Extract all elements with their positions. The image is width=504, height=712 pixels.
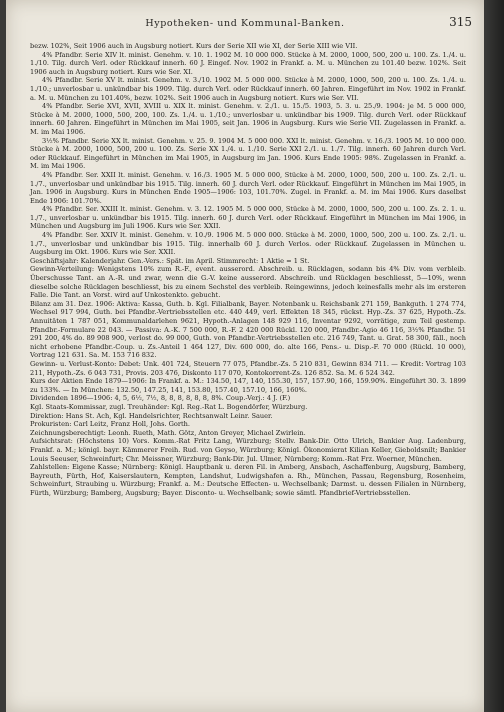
text-paragraph: 4% Pfandbr. Ser. XXII lt. minist. Genehm. v. 16./3. 1905 M. 5 000 000, Stücke à M. 2000, 1000, 500, 200 u. 100. Zs. 2./1. u. 1./7., unverlosbar und unkündbar bis 1915. Tilg. innerh. 60 J. durch Verl. oder Rückkauf. Eingeführt in München im Mai 1905, in Jan. 1906 in Augsburg. Kurs in München Ende 1905—1906: 103, 101.70%. Zugel. in Frankf. a. M. im Mai 1906. Kurs daselbst Ende 1906: 101.70%. — [30, 170, 466, 205]
text-paragraph: 4% Pfandbr. Ser. XXIV lt. minist. Genehm. v. 10./9. 1906 M. 5 000 000. Stücke à M. 2000, 1000, 500, 200 u. 100. Zs. 2./1. u. 1./7., unverlosbar und unkündbar bis 1915. Tilg. innerhalb 60 J. durch Verlos. oder Rückkauf. Zugelassen in München u. Augsburg im Okt. 1906. Kurs wie Ser. XXII. — [30, 231, 466, 257]
text-paragraph: bezw. 102%, Seit 1906 auch in Augsburg notiert. Kurs der Serie XII wie XI, der Serie XIII wie VII. — [30, 42, 358, 50]
page-header — [6, 15, 484, 32]
text-paragraph: Direktion: Hans St. Ach, Kgl. Handelsrichter, Rechtsanwalt Leinr. Sauer. — [30, 411, 273, 420]
page-body — [30, 42, 466, 497]
book-page — [6, 0, 484, 712]
text-paragraph: Zeichnungsberechtigt: Leonh. Rueth, Math. Götz, Anton Greyer, Michael Zwirlein. — [30, 428, 306, 437]
text-paragraph: Dividenden 1896—1906: 4, 5, 6½, 7½, 8, 8, 8, 8, 8, 8, 8%. Coup.-Verj.: 4 J. (F.) — [30, 394, 291, 403]
running-title: Hypotheken- und Kommunal-Banken. — [145, 18, 345, 29]
text-paragraph: Zahlstellen: Eigene Kasse; Nürnberg: Königl. Hauptbank u. deren Fil. in Amberg, Ansbach, Aschaffenburg, Augsburg, Bamberg, Bayreuth, Fürth, Hof, Kaiserslautern, Kempten, Landshut, Ludwigshafen a. Rh., München, Passau, Regensburg, Rosenheim, Schweinfurt, Straubing u. Würzburg; Frankf. a. M.: Deutsche Effecten- u. Wechselbank; Darmst. u. dessen Filialen in Nürnberg, Fürth, Würzburg; Bamberg, Augsburg; Bayer. Disconto- u. Wechselbank; sowie sämtl. Pfandbrief-Vertriebsstellen. — [30, 463, 466, 497]
text-paragraph: 4% Pfandbr. Serie XV lt. minist. Genehm. v. 3./10. 1902 M. 5 000 000. Stücke à M. 2000, 1000, 500, 200 u. 100. Zs. 1./4. u. 1./10.; unverlosbar u. unkündbar bis 1909. Tilg. durch Verl. oder Rückkauf innerh. 60 Jahren. Eingeführt im Nov. 1902 in Frankf. a. M. u. München zu 101.40%, bezw. 102%. Seit 1906 auch in Augsburg notiert. Kurs wie Ser. VII. — [30, 76, 466, 102]
text-paragraph: Prokuristen: Carl Leitz, Franz Holl, Johs. Gorth. — [30, 420, 191, 429]
page-number: 315 — [449, 15, 472, 29]
book-edge-shadow — [484, 0, 504, 712]
text-paragraph: Kurs der Aktien Ende 1879—1906: In Frankf. a. M.: 134.50, 147, 140, 155.30, 157, 157.90, 166, 159.90%. Eingeführt 30. 3. 1899 zu 133%. — In München: 132.50, 147.25, 141, 153.80, 157.40, 157.10, 166, 160%. — [30, 377, 466, 394]
text-paragraph: Geschäftsjahr: Kalenderjahr. Gen.-Vers.: Spät. im April. Stimmrecht: 1 Aktie = 1 St. — [30, 256, 310, 265]
text-paragraph: Aufsichtsrat: (Höchstens 10) Vors. Komm.-Rat Fritz Lang, Würzburg; Stellv. Bank-Dir. Otto Ulrich, Bankier Aug. Ladenburg, Frankf. a. M.; königl. bayr. Kämmerer Freih. Rud. von Geyso, Würzburg; Königl. Ökonomierat Kilian Keller, Gieboldsnilt; Bankier Louis Seeuser, Schweinfurt; Chr. Meissner, Würzburg; Bank-Dir. Jul. Ulmer, Nürnberg; Komm.-Rat Frz. Woerner, München. — [30, 437, 466, 463]
text-paragraph: Kgl. Staats-Kommissar, zugl. Treuhänder: Kgl. Reg.-Rat L. Bogendörfer, Würzburg. — [30, 402, 308, 411]
text-paragraph: 4% Pfandbr. Serie XVI, XVII, XVIII u. XIX lt. minist. Genehm. v. 2./1. u. 15./5. 1903, 5. 3. u. 25./9. 1904: je M. 5 000 000, Stücke à M. 2000, 1000, 500, 200, 100. Zs. 1./4. u. 1./10.; unverlosbar u. unkündbar bis 1909. Tilg. durch Verl. oder Rückkauf innerh. 60 Jahren. Eingeführt in München im Mai 1905, seit Jan. 1906 in Augsburg. Kurs wie Serie VII. Zugelassen in Frankf. a. M. im Mai 1906. — [30, 102, 466, 136]
text-paragraph: Gewinn- u. Verlust-Konto: Debet: Unk. 401 724, Steuern 77 075, Pfandbr.-Zs. 5 210 831, Gewinn 834 711. — Kredit: Vortrag 103 211, Hypoth.-Zs. 6 043 731, Provis. 203 476, Diskonto 117 070, Kontokorrent-Zs. 126 852. Sa. M. 6 524 342. — [30, 359, 466, 377]
text-paragraph: 3½% Pfandbr. Serie XX lt. minist. Genehm. v. 25. 9. 1904 M. 5 000 000. XXI lt. minist. Genehm. v. 16./3. 1905 M. 10 000 000. Stücke à M. 2000, 1000, 500, 200 u. 100. Zs. Serie XX 1./4. u. 1./10. Serie XXI 2./1. u. 1./7. Tilg. innerh. 60 Jahren durch Verl. oder Rückkauf. Eingeführt in München im Mai 1905, in Augsburg im Jan. 1906. Kurs Ende 1905: 98%. Zugelassen in Frankf. a. M. im Mai 1906. — [30, 136, 466, 171]
text-paragraph: 4% Pfandbr. Serie XIV lt. minist. Genehm. v. 10. 1. 1902 M. 10 000 000. Stücke à M. 2000, 1000, 500, 200 u. 100. Zs. 1./4. u. 1./10. Tilg. durch Verl. oder Rückkauf innerh. 60 J. Eingef. Nov. 1902 in Frankf. a. M. u. München zu 101.40 bezw. 102%. Seit 1906 auch in Augsburg notiert. Kurs wie Ser. XI. — [30, 50, 466, 76]
text-paragraph: 4% Pfandbr. Ser. XXIII lt. minist. Genehm. v. 3. 12. 1905 M. 5 000 000, Stücke à M. 2000, 1000, 500, 200 u. 100. Zs. 2. 1. u. 1./7., unverlosbar u. unkündbar bis 1915. Tilg. innerh. 60 J. durch Verl. oder Rückkauf. Eingeführt in München im Mai 1906, in München und Augsburg im Juli 1906. Kurs wie Ser. XXII. — [30, 205, 466, 231]
text-paragraph: Bilanz am 31. Dez. 1906: Aktiva: Kassa, Guth. b. Kgl. Filialbank, Bayer. Notenbank u. Reichsbank 271 159, Bankguth. 1 274 774, Wechsel 917 994, Guth. bei Pfandbr.-Vertriebsstellen etc. 440 449, verl. Effekten 18 345, rückst. Hyp.-Zs. 37 625, Hypoth.-Zs. Annuitäten 1 787 051, Kommunaldarlehen 9621, Hypoth.-Anlagen 148 929 116, Inventar 9292, vorrätige, zum Teil gestemp. Pfandbr.-Formulare 22 043. — Passiva: A.-K. 7 500 000, R.-F. 2 420 000 Rückl. 120 000, Pfandbr.-Agio 46 116, 3½% Pfandbr. 51 291 200, 4% do. 89 908 900, verlost do. 99 000, Guth. von Pfandbr.-Vertriebsstellen etc. 216 749, Tant. u. Grat. 58 300, fäll., noch nicht erhobene Pfandbr.-Coup. u. Zs.-Anteil 1 464 127, Div. 600 000, do. alte 166, Pens.- u. Disp.-F. 70 000 (Rückl. 10 000), Vortrag 121 631. Sa. M. 153 716 832. — [30, 299, 466, 360]
text-paragraph: Gewinn-Verteilung: Wenigstens 10% zum R.-F., event. ausserord. Abschreib. u. Rücklagen, sodann bis 4% Div. vom verbleib. Überschusse Tant. an A.-R. und zwar, wenn die G.-V. keine ausserord. Abschreib. und Rücklagen beschliesst, 5—10%, wenn dieselbe solche Rücklagen beschliesst, bis zu einem Sechstel des verbleib. Reingewinns, jedoch keinesfalls mehr als im ersteren Falle. Die Tant. an Vorst. wird auf Unkostenkto. gebucht. — [30, 265, 466, 300]
